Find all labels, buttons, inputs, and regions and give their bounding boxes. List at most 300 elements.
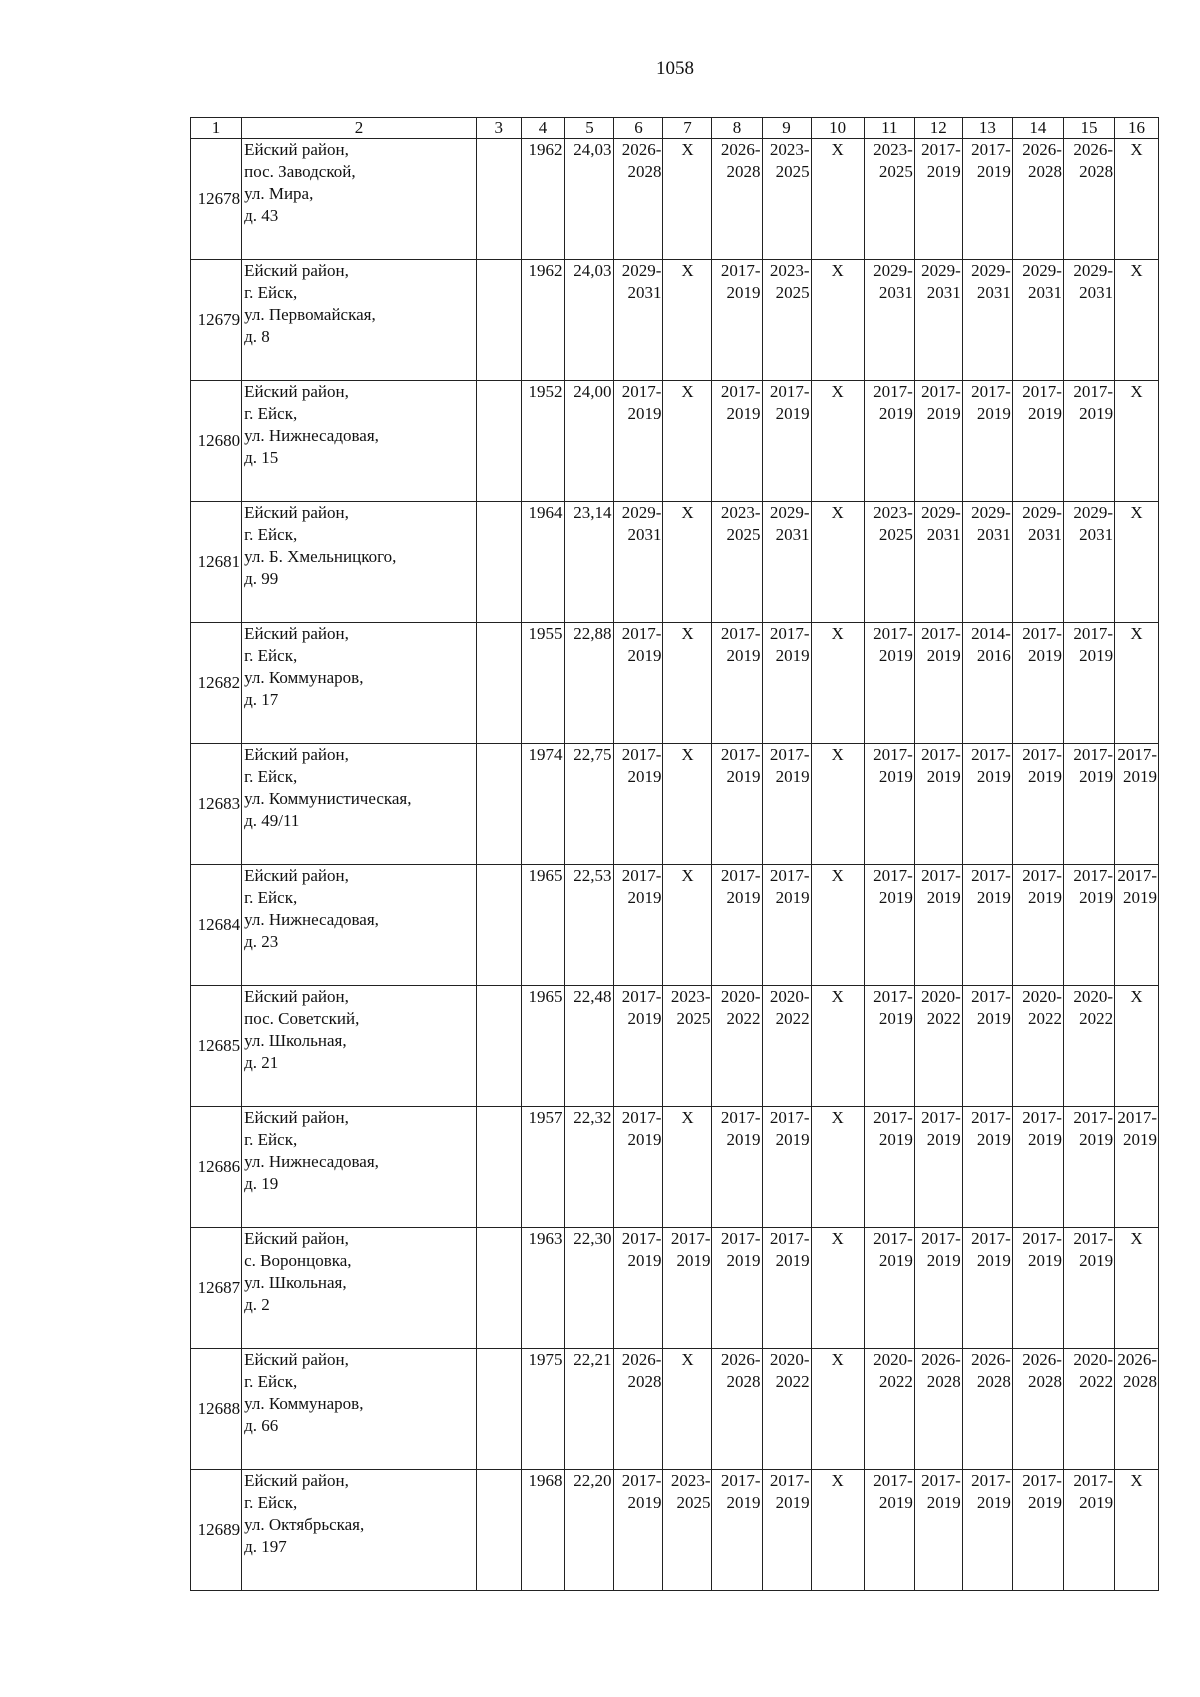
period-line: 2026- xyxy=(720,1350,761,1369)
column-3-cell xyxy=(476,1228,521,1349)
period-line: 2028 xyxy=(926,1372,961,1391)
mark-cell: X xyxy=(663,502,712,623)
area-cell: 23,14 xyxy=(565,502,614,623)
period-line: 2025 xyxy=(726,525,761,544)
period-cell xyxy=(1115,744,1159,865)
period-line: 2019 xyxy=(775,888,810,907)
period-line: 2022 xyxy=(1079,1009,1114,1028)
year-cell: 1955 xyxy=(521,623,565,744)
mark-cell: X xyxy=(663,865,712,986)
period-cell xyxy=(1063,865,1114,986)
period-cell xyxy=(614,744,663,865)
period-cell xyxy=(663,986,712,1107)
period-line: 2019 xyxy=(775,404,810,423)
mark-cell: X xyxy=(663,381,712,502)
period-line: 2023- xyxy=(873,140,913,159)
period-line: 2023- xyxy=(769,140,810,159)
period-cell xyxy=(614,139,663,260)
period-line: 2019 xyxy=(1027,646,1062,665)
period-line: 2019 xyxy=(1123,767,1157,786)
period-cell xyxy=(864,744,914,865)
period-line: 2017- xyxy=(971,140,1011,159)
column-number-header: 2 xyxy=(242,118,477,139)
period-line: 2026- xyxy=(621,1350,662,1369)
record-number: 12688 xyxy=(191,1349,242,1470)
period-line: 2017- xyxy=(1022,1471,1062,1490)
mark-cell: X xyxy=(811,744,864,865)
period-line: 2017- xyxy=(720,261,761,280)
year-cell: 1957 xyxy=(521,1107,565,1228)
area-cell: 22,32 xyxy=(565,1107,614,1228)
period-line: 2022 xyxy=(1027,1009,1062,1028)
column-number-header: 14 xyxy=(1012,118,1063,139)
period-line: 2017- xyxy=(1022,382,1062,401)
period-cell xyxy=(1063,744,1114,865)
period-line: 2031 xyxy=(1027,283,1062,302)
period-line: 2019 xyxy=(878,1009,913,1028)
period-line: 2026- xyxy=(720,140,761,159)
period-cell xyxy=(712,1349,762,1470)
period-line: 2031 xyxy=(926,525,961,544)
period-line: 2029- xyxy=(971,261,1011,280)
period-line: 2019 xyxy=(627,1493,662,1512)
period-cell xyxy=(1012,381,1063,502)
mark-cell: X xyxy=(811,1228,864,1349)
period-line: 2019 xyxy=(976,1130,1011,1149)
period-line: 2019 xyxy=(775,767,810,786)
column-3-cell xyxy=(476,381,521,502)
address-cell xyxy=(242,623,477,744)
period-line: 2017- xyxy=(1073,382,1114,401)
year-cell: 1962 xyxy=(521,260,565,381)
period-line: 2019 xyxy=(878,767,913,786)
address-line: Ейский район, xyxy=(244,1471,349,1490)
address-line: ул. Коммунистическая, xyxy=(244,789,412,808)
column-3-cell xyxy=(476,502,521,623)
period-line: 2029- xyxy=(621,261,662,280)
period-cell xyxy=(962,1470,1012,1591)
period-line: 2017- xyxy=(720,1471,761,1490)
period-line: 2017- xyxy=(873,987,913,1006)
address-line: ул. Коммунаров, xyxy=(244,668,364,687)
period-cell xyxy=(762,502,811,623)
record-number: 12683 xyxy=(191,744,242,865)
address-line: д. 197 xyxy=(244,1537,287,1556)
period-cell xyxy=(712,1107,762,1228)
column-number-header: 6 xyxy=(614,118,663,139)
period-line: 2019 xyxy=(726,888,761,907)
period-line: 2017- xyxy=(621,382,662,401)
address-line: Ейский район, xyxy=(244,987,349,1006)
period-line: 2019 xyxy=(976,1009,1011,1028)
year-cell: 1965 xyxy=(521,865,565,986)
period-cell xyxy=(1012,1107,1063,1228)
period-line: 2017- xyxy=(621,624,662,643)
period-cell xyxy=(914,1228,962,1349)
period-line: 2019 xyxy=(775,1493,810,1512)
year-cell: 1964 xyxy=(521,502,565,623)
period-cell xyxy=(864,865,914,986)
period-line: 2019 xyxy=(976,404,1011,423)
area-cell: 22,20 xyxy=(565,1470,614,1591)
mark-cell: X xyxy=(811,865,864,986)
period-line: 2026- xyxy=(1022,1350,1062,1369)
period-line: 2019 xyxy=(926,767,961,786)
mark-cell: X xyxy=(1115,623,1159,744)
period-line: 2017- xyxy=(1073,1471,1114,1490)
address-line: ул. Б. Хмельницкого, xyxy=(244,547,397,566)
address-line: Ейский район, xyxy=(244,503,349,522)
period-line: 2026- xyxy=(621,140,662,159)
mark-cell: X xyxy=(811,260,864,381)
period-line: 2017- xyxy=(720,1108,761,1127)
address-line: ул. Нижнесадовая, xyxy=(244,426,379,445)
mark-cell: X xyxy=(1115,1470,1159,1591)
period-line: 2028 xyxy=(976,1372,1011,1391)
period-line: 2029- xyxy=(769,503,810,522)
period-line: 2017- xyxy=(769,1108,810,1127)
address-line: Ейский район, xyxy=(244,745,349,764)
period-line: 2016 xyxy=(976,646,1011,665)
period-line: 2019 xyxy=(775,1130,810,1149)
period-cell xyxy=(864,986,914,1107)
record-number: 12682 xyxy=(191,623,242,744)
period-line: 2017- xyxy=(769,382,810,401)
mark-cell: X xyxy=(811,502,864,623)
table-row xyxy=(191,1349,1159,1470)
area-cell: 22,53 xyxy=(565,865,614,986)
period-cell xyxy=(914,381,962,502)
period-line: 2031 xyxy=(775,525,810,544)
period-cell xyxy=(914,1107,962,1228)
period-line: 2017- xyxy=(1073,1229,1114,1248)
period-line: 2031 xyxy=(1027,525,1062,544)
period-line: 2020- xyxy=(720,987,761,1006)
record-number: 12689 xyxy=(191,1470,242,1591)
period-line: 2019 xyxy=(926,162,961,181)
period-line: 2017- xyxy=(621,987,662,1006)
address-line: пос. Заводской, xyxy=(244,162,356,181)
period-cell xyxy=(1063,1107,1114,1228)
address-line: Ейский район, xyxy=(244,382,349,401)
period-line: 2019 xyxy=(926,404,961,423)
period-line: 2026- xyxy=(1073,140,1114,159)
period-line: 2023- xyxy=(720,503,761,522)
period-line: 2017- xyxy=(621,1471,662,1490)
period-cell xyxy=(962,139,1012,260)
address-line: г. Ейск, xyxy=(244,404,298,423)
period-cell xyxy=(1012,865,1063,986)
period-cell xyxy=(1012,139,1063,260)
address-line: г. Ейск, xyxy=(244,1372,298,1391)
period-line: 2029- xyxy=(621,503,662,522)
mark-cell: X xyxy=(1115,381,1159,502)
period-cell xyxy=(914,260,962,381)
period-line: 2029- xyxy=(1022,503,1062,522)
period-line: 2019 xyxy=(878,888,913,907)
address-cell xyxy=(242,502,477,623)
period-cell xyxy=(614,1228,663,1349)
period-line: 2017- xyxy=(769,866,810,885)
period-line: 2017- xyxy=(921,140,961,159)
period-line: 2028 xyxy=(1027,162,1062,181)
period-line: 2019 xyxy=(726,1130,761,1149)
column-number-header: 4 xyxy=(521,118,565,139)
mark-cell: X xyxy=(1115,139,1159,260)
period-cell xyxy=(712,502,762,623)
record-number: 12679 xyxy=(191,260,242,381)
period-cell xyxy=(712,986,762,1107)
period-line: 2022 xyxy=(726,1009,761,1028)
mark-cell: X xyxy=(663,1349,712,1470)
period-cell xyxy=(762,986,811,1107)
table-row xyxy=(191,1107,1159,1228)
period-line: 2020- xyxy=(769,987,810,1006)
period-cell xyxy=(1012,502,1063,623)
period-cell xyxy=(1115,865,1159,986)
period-line: 2017- xyxy=(621,745,662,764)
address-line: д. 49/11 xyxy=(244,811,300,830)
period-line: 2020- xyxy=(769,1350,810,1369)
column-3-cell xyxy=(476,139,521,260)
period-line: 2023- xyxy=(670,987,711,1006)
table-body xyxy=(191,139,1159,1591)
period-cell xyxy=(1012,986,1063,1107)
period-line: 2028 xyxy=(627,1372,662,1391)
period-cell xyxy=(1012,1470,1063,1591)
column-number-header: 3 xyxy=(476,118,521,139)
period-line: 2019 xyxy=(878,1251,913,1270)
period-line: 2031 xyxy=(627,525,662,544)
address-line: д. 21 xyxy=(244,1053,279,1072)
period-cell xyxy=(614,381,663,502)
address-line: ул. Мира, xyxy=(244,184,314,203)
period-line: 2019 xyxy=(878,646,913,665)
address-line: Ейский район, xyxy=(244,1108,349,1127)
mark-cell: X xyxy=(663,623,712,744)
period-cell xyxy=(762,1228,811,1349)
address-line: д. 23 xyxy=(244,932,279,951)
period-line: 2031 xyxy=(1079,283,1114,302)
period-line: 2019 xyxy=(627,888,662,907)
period-line: 2026- xyxy=(921,1350,961,1369)
address-line: Ейский район, xyxy=(244,866,349,885)
address-line: ул. Коммунаров, xyxy=(244,1394,364,1413)
period-line: 2017- xyxy=(1022,624,1062,643)
period-cell xyxy=(1012,260,1063,381)
period-line: 2017- xyxy=(720,382,761,401)
period-line: 2022 xyxy=(1079,1372,1114,1391)
period-cell xyxy=(614,260,663,381)
period-cell xyxy=(1063,1228,1114,1349)
period-cell xyxy=(614,865,663,986)
period-line: 2019 xyxy=(1079,767,1114,786)
period-line: 2028 xyxy=(726,162,761,181)
column-number-header: 15 xyxy=(1063,118,1114,139)
period-line: 2028 xyxy=(1123,1372,1157,1391)
mark-cell: X xyxy=(663,260,712,381)
year-cell: 1965 xyxy=(521,986,565,1107)
address-cell xyxy=(242,260,477,381)
period-line: 2019 xyxy=(627,404,662,423)
column-3-cell xyxy=(476,986,521,1107)
record-number: 12681 xyxy=(191,502,242,623)
mark-cell: X xyxy=(1115,260,1159,381)
period-line: 2019 xyxy=(1079,1251,1114,1270)
period-line: 2017- xyxy=(720,624,761,643)
period-line: 2028 xyxy=(1027,1372,1062,1391)
year-cell: 1968 xyxy=(521,1470,565,1591)
period-line: 2020- xyxy=(921,987,961,1006)
period-cell xyxy=(914,1349,962,1470)
period-line: 2017- xyxy=(971,1471,1011,1490)
period-line: 2017- xyxy=(921,1229,961,1248)
area-cell: 22,75 xyxy=(565,744,614,865)
record-number: 12678 xyxy=(191,139,242,260)
period-line: 2019 xyxy=(878,404,913,423)
mark-cell: X xyxy=(663,1107,712,1228)
period-line: 2017- xyxy=(1073,745,1114,764)
address-line: г. Ейск, xyxy=(244,525,298,544)
period-cell xyxy=(864,1228,914,1349)
period-line: 2019 xyxy=(1027,1130,1062,1149)
period-cell xyxy=(712,381,762,502)
year-cell: 1975 xyxy=(521,1349,565,1470)
period-line: 2028 xyxy=(627,162,662,181)
column-number-header: 12 xyxy=(914,118,962,139)
column-number-header: 9 xyxy=(762,118,811,139)
address-cell xyxy=(242,1228,477,1349)
period-line: 2017- xyxy=(873,745,913,764)
period-line: 2017- xyxy=(1117,1108,1157,1127)
address-line: с. Воронцовка, xyxy=(244,1251,352,1270)
period-cell xyxy=(762,1470,811,1591)
area-cell: 22,30 xyxy=(565,1228,614,1349)
period-cell xyxy=(914,865,962,986)
period-cell xyxy=(614,502,663,623)
period-cell xyxy=(712,623,762,744)
address-line: ул. Школьная, xyxy=(244,1031,347,1050)
period-cell xyxy=(762,1107,811,1228)
area-cell: 24,03 xyxy=(565,139,614,260)
period-cell xyxy=(914,1470,962,1591)
period-line: 2019 xyxy=(676,1251,711,1270)
period-line: 2017- xyxy=(1022,745,1062,764)
column-3-cell xyxy=(476,260,521,381)
area-cell: 22,48 xyxy=(565,986,614,1107)
mark-cell: X xyxy=(811,623,864,744)
table-row xyxy=(191,1470,1159,1591)
year-cell: 1974 xyxy=(521,744,565,865)
period-line: 2017- xyxy=(921,1108,961,1127)
period-line: 2019 xyxy=(775,1251,810,1270)
period-cell xyxy=(864,260,914,381)
period-cell xyxy=(864,502,914,623)
period-cell xyxy=(614,1107,663,1228)
address-line: д. 19 xyxy=(244,1174,279,1193)
period-cell xyxy=(712,1470,762,1591)
period-line: 2014- xyxy=(971,624,1011,643)
period-line: 2022 xyxy=(926,1009,961,1028)
period-line: 2025 xyxy=(775,162,810,181)
table-row xyxy=(191,381,1159,502)
address-line: Ейский район, xyxy=(244,1229,349,1248)
record-number: 12684 xyxy=(191,865,242,986)
table-row xyxy=(191,502,1159,623)
period-line: 2017- xyxy=(1022,1108,1062,1127)
period-line: 2017- xyxy=(769,1229,810,1248)
address-line: Ейский район, xyxy=(244,1350,349,1369)
period-line: 2029- xyxy=(1022,261,1062,280)
period-line: 2017- xyxy=(670,1229,711,1248)
period-line: 2019 xyxy=(1027,1493,1062,1512)
period-cell xyxy=(1063,1470,1114,1591)
area-cell: 24,00 xyxy=(565,381,614,502)
address-cell xyxy=(242,986,477,1107)
period-line: 2019 xyxy=(1027,767,1062,786)
column-number-header: 1 xyxy=(191,118,242,139)
period-line: 2025 xyxy=(878,525,913,544)
address-line: ул. Школьная, xyxy=(244,1273,347,1292)
period-cell xyxy=(864,623,914,744)
period-line: 2017- xyxy=(1117,866,1157,885)
period-cell xyxy=(1063,986,1114,1107)
period-cell xyxy=(1063,381,1114,502)
period-line: 2017- xyxy=(621,1229,662,1248)
period-line: 2019 xyxy=(878,1130,913,1149)
period-cell xyxy=(762,865,811,986)
period-line: 2017- xyxy=(720,866,761,885)
address-cell xyxy=(242,1470,477,1591)
period-line: 2029- xyxy=(873,261,913,280)
address-line: г. Ейск, xyxy=(244,646,298,665)
period-line: 2017- xyxy=(1022,866,1062,885)
period-line: 2017- xyxy=(921,745,961,764)
address-line: д. 2 xyxy=(244,1295,270,1314)
record-number: 12680 xyxy=(191,381,242,502)
table-row xyxy=(191,1228,1159,1349)
period-line: 2019 xyxy=(726,1251,761,1270)
period-line: 2017- xyxy=(1022,1229,1062,1248)
period-line: 2025 xyxy=(775,283,810,302)
period-line: 2022 xyxy=(775,1009,810,1028)
period-cell xyxy=(1063,1349,1114,1470)
period-line: 2019 xyxy=(926,1130,961,1149)
period-cell xyxy=(712,744,762,865)
period-line: 2029- xyxy=(921,261,961,280)
period-line: 2019 xyxy=(1027,888,1062,907)
period-line: 2017- xyxy=(873,1471,913,1490)
column-3-cell xyxy=(476,744,521,865)
period-line: 2017- xyxy=(621,1108,662,1127)
period-line: 2020- xyxy=(873,1350,913,1369)
address-line: г. Ейск, xyxy=(244,888,298,907)
period-cell xyxy=(762,260,811,381)
period-cell xyxy=(864,381,914,502)
mark-cell: X xyxy=(811,1470,864,1591)
period-cell xyxy=(762,139,811,260)
period-cell xyxy=(914,986,962,1107)
period-line: 2019 xyxy=(926,888,961,907)
period-line: 2029- xyxy=(921,503,961,522)
address-line: г. Ейск, xyxy=(244,1130,298,1149)
period-line: 2022 xyxy=(878,1372,913,1391)
period-line: 2017- xyxy=(621,866,662,885)
period-line: 2019 xyxy=(976,1251,1011,1270)
period-line: 2017- xyxy=(921,624,961,643)
period-cell xyxy=(914,623,962,744)
address-line: д. 17 xyxy=(244,690,279,709)
